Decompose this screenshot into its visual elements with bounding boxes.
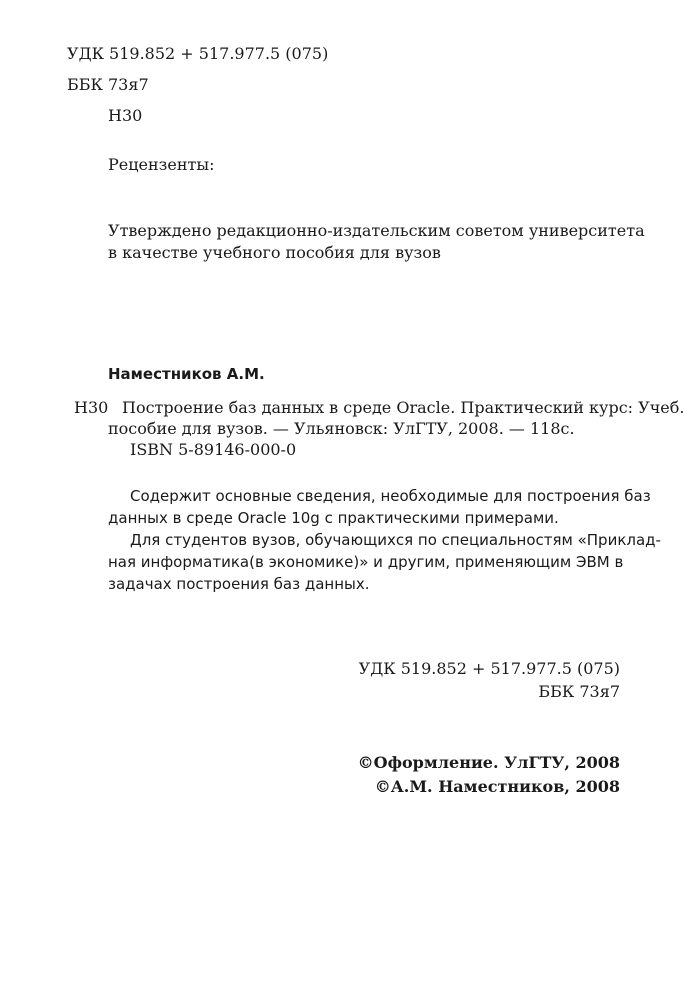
bbk-code-bottom: ББК 73я7: [538, 682, 620, 701]
approval-line-2: в качестве учебного пособия для вузов: [108, 243, 441, 262]
reviewers-label: Рецензенты:: [108, 155, 215, 174]
isbn: ISBN 5-89146-000-0: [130, 440, 297, 459]
annotation-p2-line-3: задачах построения баз данных.: [108, 575, 370, 593]
udk-code-top: УДК 519.852 + 517.977.5 (075): [67, 44, 329, 63]
annotation-p2-line-1: Для студентов вузов, обучающихся по специальностям «Приклад-: [130, 531, 661, 549]
annotation-p1-line-1: Содержит основные сведения, необходимые для построения баз: [130, 487, 651, 505]
annotation-p2-line-2: ная информатика(в экономике)» и другим, применяющим ЭВМ в: [108, 553, 624, 571]
author-heading: Наместников А.М.: [108, 365, 265, 383]
approval-line-1: Утверждено редакционно-издательским советом университета: [108, 221, 645, 240]
author-mark-top: Н30: [108, 106, 143, 125]
bib-line-1: Построение баз данных в среде Oracle. Практический курс: Учеб.: [122, 398, 685, 417]
udk-code-bottom: УДК 519.852 + 517.977.5 (075): [358, 659, 620, 678]
bib-author-mark: Н30: [74, 398, 109, 417]
copyright-author: ©А.М. Наместников, 2008: [374, 777, 620, 796]
bib-line-2: пособие для вузов. — Ульяновск: УлГТУ, 2008. — 118с.: [108, 419, 575, 438]
annotation-p1-line-2: данных в среде Oracle 10g с практическими примерами.: [108, 509, 559, 527]
bbk-code-top: ББК 73я7: [67, 75, 149, 94]
copyright-publisher: ©Оформление. УлГТУ, 2008: [357, 753, 620, 772]
